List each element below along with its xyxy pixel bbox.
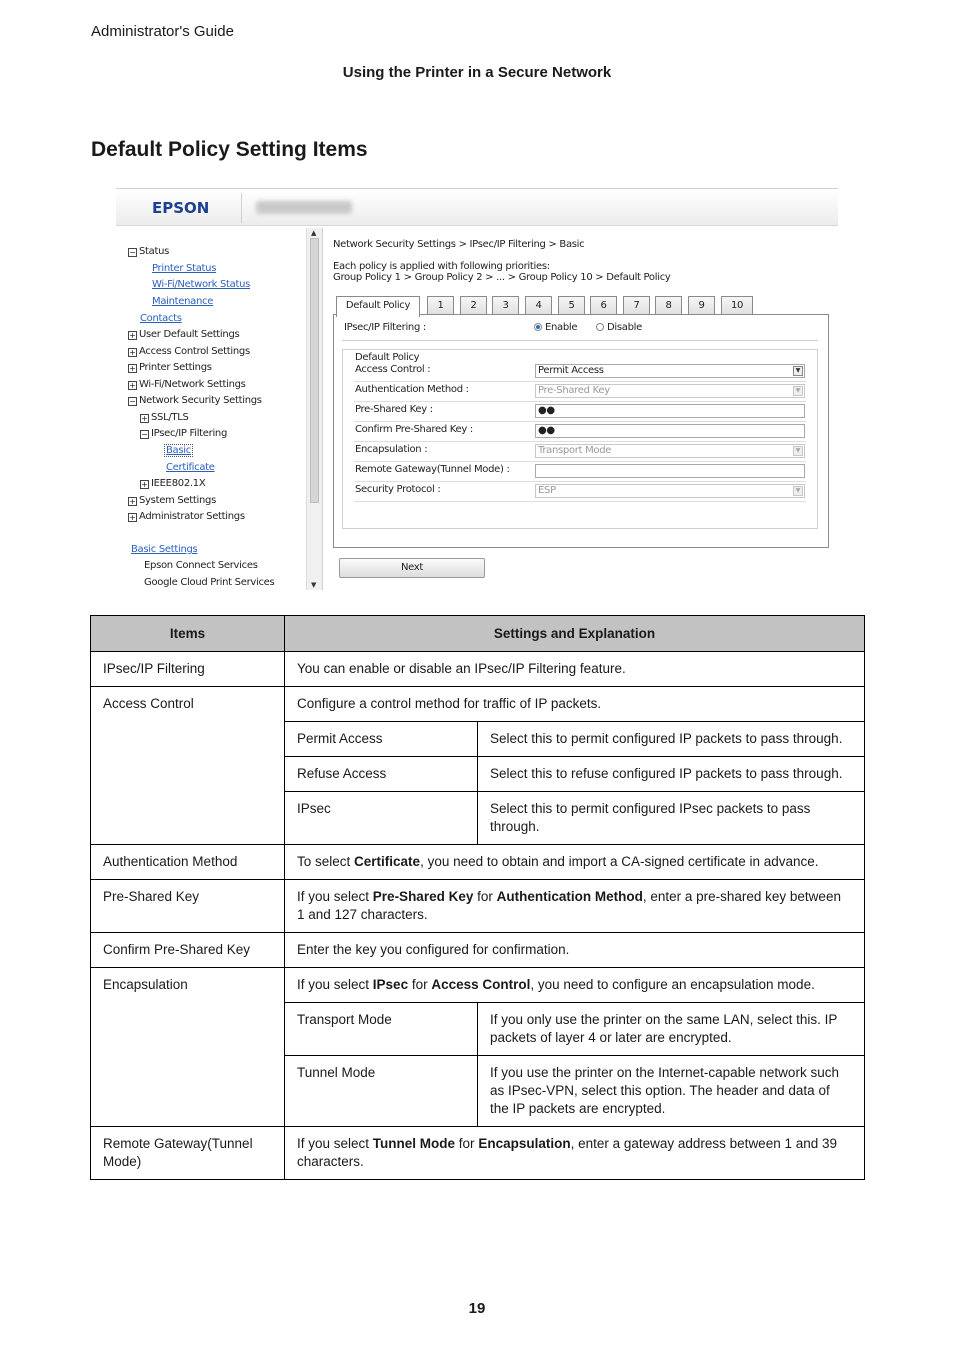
nav-google-cloud-print-services[interactable]: Google Cloud Print Services <box>144 577 275 588</box>
expand-icon[interactable]: + <box>141 480 148 489</box>
desc-cell: Configure a control method for traffic of IP packets. <box>285 687 865 722</box>
expand-icon[interactable]: + <box>129 497 136 506</box>
expand-icon[interactable]: + <box>129 513 136 522</box>
tab-group-6[interactable]: 6 <box>590 296 617 316</box>
desc-cell: You can enable or disable an IPsec/IP Filtering feature. <box>285 652 865 687</box>
page-title: Default Policy Setting Items <box>91 138 368 161</box>
nav-basic[interactable]: Basic <box>166 445 191 456</box>
tab-group-8[interactable]: 8 <box>655 296 682 316</box>
disable-radio[interactable]: Disable <box>596 322 642 333</box>
psk-input[interactable]: ●● <box>535 404 805 418</box>
tab-group-5[interactable]: 5 <box>558 296 585 316</box>
policy-group-title: Default Policy <box>355 352 420 363</box>
tab-group-4[interactable]: 4 <box>525 296 552 316</box>
tab-group-10[interactable]: 10 <box>721 296 753 316</box>
confirm-psk-input[interactable]: ●● <box>535 424 805 438</box>
blurred-model-name <box>256 201 352 214</box>
tab-default-policy[interactable]: Default Policy <box>336 296 420 317</box>
chevron-down-icon[interactable]: ▼ <box>793 486 803 496</box>
sidebar-scrollbar[interactable] <box>306 228 322 590</box>
collapse-icon[interactable]: − <box>141 430 148 439</box>
main-content <box>322 228 838 590</box>
tab-group-3[interactable]: 3 <box>492 296 519 316</box>
nav-wifi-network-settings[interactable]: + Wi-Fi/Network Settings <box>129 379 246 390</box>
security-protocol-row: Security Protocol : ESP ▼ <box>354 482 806 502</box>
settings-table <box>90 615 865 1180</box>
nav-network-security-settings[interactable]: − Network Security Settings <box>129 395 262 406</box>
expand-icon[interactable]: + <box>141 414 148 423</box>
desc-cell: Select this to refuse configured IP packets to pass through. <box>478 757 865 792</box>
scroll-down-arrow-icon[interactable]: ▼ <box>311 581 317 589</box>
item-cell: Authentication Method <box>91 845 285 880</box>
desc-cell: Select this to permit configured IPsec packets to pass through. <box>478 792 865 845</box>
desc-cell: If you select Tunnel Mode for Encapsulation, enter a gateway address between 1 and 39 characters. <box>285 1127 865 1180</box>
sidebar-nav <box>116 228 321 590</box>
option-cell: Tunnel Mode <box>285 1056 478 1127</box>
auth-method-select[interactable]: Pre-Shared Key ▼ <box>535 384 805 398</box>
page-number: 19 <box>468 1300 486 1317</box>
policy-panel <box>333 314 829 548</box>
priority-note: Each policy is applied with following priorities: <box>333 261 550 272</box>
nav-ipsec-ip-filtering[interactable]: − IPsec/IP Filtering <box>141 428 228 439</box>
desc-cell: Select this to permit configured IP packets to pass through. <box>478 722 865 757</box>
tab-group-1[interactable]: 1 <box>427 296 454 316</box>
encapsulation-select[interactable]: Transport Mode ▼ <box>535 444 805 458</box>
scrollbar-thumb[interactable] <box>310 238 319 503</box>
scroll-up-arrow-icon[interactable]: ▲ <box>311 229 317 237</box>
table-row <box>91 845 865 880</box>
nav-basic-settings[interactable]: Basic Settings <box>131 544 198 555</box>
priority-order: Group Policy 1 > Group Policy 2 > ... > Group Policy 10 > Default Policy <box>333 272 671 283</box>
nav-ieee8021x[interactable]: + IEEE802.1X <box>141 478 206 489</box>
tab-group-7[interactable]: 7 <box>623 296 650 316</box>
nav-printer-status[interactable]: Printer Status <box>152 263 217 274</box>
nav-ssl-tls[interactable]: + SSL/TLS <box>141 412 189 423</box>
collapse-icon[interactable]: − <box>129 248 136 257</box>
ipsec-filter-row <box>342 321 818 341</box>
expand-icon[interactable]: + <box>129 331 136 340</box>
collapse-icon[interactable]: − <box>129 397 136 406</box>
radio-checked-icon[interactable] <box>534 323 542 331</box>
desc-cell: If you select Pre-Shared Key for Authentication Method, enter a pre-shared key between 1 and 127 characters. <box>285 880 865 933</box>
nav-maintenance[interactable]: Maintenance <box>152 296 214 307</box>
next-button[interactable]: Next <box>339 558 485 578</box>
table-header-row <box>91 616 865 652</box>
nav-certificate[interactable]: Certificate <box>166 462 215 473</box>
desc-cell: To select Certificate, you need to obtain and import a CA-signed certificate in advance. <box>285 845 865 880</box>
desc-cell: Enter the key you configured for confirmation. <box>285 933 865 968</box>
auth-method-row: Authentication Method : Pre-Shared Key ▼ <box>354 382 806 402</box>
access-control-select[interactable]: Permit Access ▼ <box>535 364 805 378</box>
nav-user-default-settings[interactable]: + User Default Settings <box>129 329 240 340</box>
remote-gateway-row: Remote Gateway(Tunnel Mode) : <box>354 462 806 482</box>
nav-system-settings[interactable]: + System Settings <box>129 495 216 506</box>
table-row <box>91 933 865 968</box>
item-cell: Confirm Pre-Shared Key <box>91 933 285 968</box>
expand-icon[interactable]: + <box>129 381 136 390</box>
psk-row: Pre-Shared Key : ●● <box>354 402 806 422</box>
chevron-down-icon[interactable]: ▼ <box>793 446 803 456</box>
section-heading: Using the Printer in a Secure Network <box>342 64 612 81</box>
web-config-screenshot <box>116 188 838 590</box>
desc-cell: If you use the printer on the Internet-capable network such as IPsec-VPN, select this option. The header and data of the IP packets are encrypted. <box>478 1056 865 1127</box>
enable-radio[interactable]: Enable <box>534 322 577 333</box>
table-row <box>91 968 865 1003</box>
screenshot-header <box>116 188 838 226</box>
epson-logo: EPSON <box>152 199 210 217</box>
remote-gateway-input[interactable] <box>535 464 805 478</box>
radio-unchecked-icon[interactable] <box>596 323 604 331</box>
running-head: Administrator's Guide <box>91 23 234 40</box>
header-divider <box>241 193 242 223</box>
option-cell: Permit Access <box>285 722 478 757</box>
breadcrumb: Network Security Settings > IPsec/IP Filtering > Basic <box>333 239 585 250</box>
encapsulation-row: Encapsulation : Transport Mode ▼ <box>354 442 806 462</box>
option-cell: Transport Mode <box>285 1003 478 1056</box>
security-protocol-select[interactable]: ESP ▼ <box>535 484 805 498</box>
item-cell: Pre-Shared Key <box>91 880 285 933</box>
item-cell: Encapsulation <box>91 968 285 1127</box>
table-row <box>91 652 865 687</box>
option-cell: IPsec <box>285 792 478 845</box>
tab-group-2[interactable]: 2 <box>460 296 487 316</box>
chevron-down-icon[interactable]: ▼ <box>793 386 803 396</box>
col-header-items: Items <box>91 616 285 652</box>
expand-icon[interactable]: + <box>129 364 136 373</box>
ipsec-filter-label: IPsec/IP Filtering : <box>344 322 426 333</box>
nav-status[interactable]: − Status <box>129 246 170 257</box>
nav-epson-connect-services[interactable]: Epson Connect Services <box>144 560 258 571</box>
chevron-down-icon[interactable]: ▼ <box>793 366 803 376</box>
confirm-psk-row: Confirm Pre-Shared Key : ●● <box>354 422 806 442</box>
desc-cell: If you only use the printer on the same LAN, select this. IP packets of layer 4 or later are encrypted. <box>478 1003 865 1056</box>
nav-contacts[interactable]: Contacts <box>140 313 182 324</box>
nav-administrator-settings[interactable]: + Administrator Settings <box>129 511 245 522</box>
nav-wifi-network-status[interactable]: Wi-Fi/Network Status <box>152 279 251 290</box>
table-row <box>91 880 865 933</box>
desc-cell: If you select IPsec for Access Control, you need to configure an encapsulation mode. <box>285 968 865 1003</box>
col-header-settings: Settings and Explanation <box>285 616 865 652</box>
nav-access-control-settings[interactable]: + Access Control Settings <box>129 346 250 357</box>
expand-icon[interactable]: + <box>129 348 136 357</box>
table-row <box>91 1127 865 1180</box>
option-cell: Refuse Access <box>285 757 478 792</box>
default-policy-group <box>342 349 818 529</box>
tab-group-9[interactable]: 9 <box>688 296 715 316</box>
table-row <box>91 687 865 722</box>
access-control-row: Access Control : Permit Access ▼ <box>354 362 806 382</box>
item-cell: Remote Gateway(Tunnel Mode) <box>91 1127 285 1180</box>
item-cell: IPsec/IP Filtering <box>91 652 285 687</box>
item-cell: Access Control <box>91 687 285 845</box>
nav-printer-settings[interactable]: + Printer Settings <box>129 362 212 373</box>
